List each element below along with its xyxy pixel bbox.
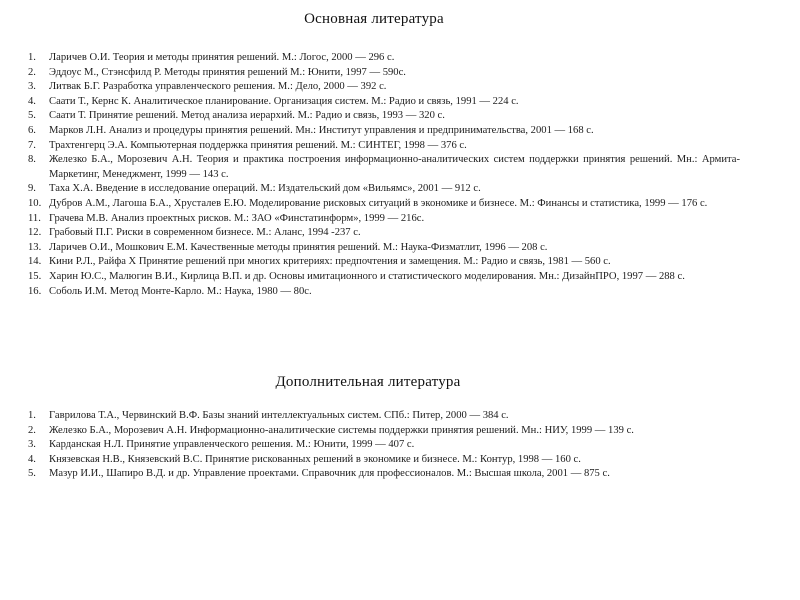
item-number: 2. [28, 424, 36, 436]
list-item [28, 80, 740, 95]
item-text: Соболь И.М. Метод Монте-Карло. М.: Наука, 1980 — 80с. [49, 285, 312, 297]
item-text: Князевская Н.В., Князевский В.С. Принятие рискованных решений в экономике и бизнесе. М.: Контур, 1998 — 160 с. [49, 453, 581, 465]
item-number: 4. [28, 453, 36, 465]
list-item [28, 212, 740, 227]
list-item [28, 197, 740, 212]
item-number: 4. [28, 95, 36, 107]
item-number: 1. [28, 52, 36, 63]
item-number: 3. [28, 439, 36, 451]
list-item [28, 285, 740, 300]
item-number: 3. [28, 81, 36, 93]
item-text: Карданская Н.Л. Принятие управленческого решения. М.: Юнити, 1999 — 407 с. [49, 439, 415, 451]
list-item [28, 438, 740, 453]
item-text: Эддоус М., Стэнсфилд Р. Методы принятия решений М.: Юнити, 1997 — 590с. [49, 66, 406, 78]
item-text: Таха Х.А. Введение в исследование операций. М.: Издательский дом «Вильямс», 2001 — 912 с. [49, 183, 481, 195]
list-item [28, 124, 740, 139]
item-number: 5. [28, 110, 36, 122]
list-item [28, 109, 740, 124]
item-text: Ларичев О.И., Мошкович Е.М. Качественные методы принятия решений. М.: Наука-Физматлит, 1996 — 208 с. [49, 241, 548, 253]
item-text: Саати Т. Принятие решений. Метод анализа иерархий. М.: Радио и связь, 1993 — 320 с. [49, 110, 445, 122]
item-text: Кини Р.Л., Райфа Х Принятие решений при многих критериях: предпочтения и замещения. М.: Радио и связь, 1981 — 560 с. [49, 256, 611, 268]
item-text: Ларичев О.И. Теория и методы принятия решений. М.: Логос, 2000 — 296 с. [49, 52, 395, 63]
item-number: 8. [28, 154, 36, 166]
list-item [28, 95, 740, 110]
item-text: Железко Б.А., Морозевич А.Н. Теория и практика построения информационно-аналитических систем поддержки принятия решений. Мн.: Армита-Маркетинг, Менеджмент, 1999 — 143 с. [49, 154, 740, 180]
item-number: 5. [28, 468, 36, 480]
list-item [28, 182, 740, 197]
list-item [28, 153, 740, 182]
item-number: 16. [28, 285, 42, 297]
item-text: Саати Т., Кернс К. Аналитическое планирование. Организация систем. М.: Радио и связь, 1991 — 224 с. [49, 95, 519, 107]
item-number: 12. [28, 227, 42, 239]
list-item [28, 241, 740, 256]
item-number: 6. [28, 124, 36, 136]
list-item [28, 409, 740, 424]
item-number: 14. [28, 256, 42, 268]
item-text: Мазур И.И., Шапиро В.Д. и др. Управление проектами. Справочник для профессионалов. М.: Высшая школа, 2001 — 875 с. [49, 468, 610, 480]
item-number: 1. [28, 410, 36, 421]
item-text: Литвак Б.Г. Разработка управленческого решения. М.: Дело, 2000 — 392 с. [49, 81, 387, 93]
additional-literature-list [28, 409, 740, 482]
list-item [28, 424, 740, 439]
item-number: 11. [28, 212, 41, 224]
list-item [28, 270, 740, 285]
additional-literature-title: Дополнительная литература [275, 374, 461, 390]
item-text: Харин Ю.С., Малюгин В.И., Кирлица В.П. и др. Основы имитационного и статистического моделирования. Мн.: ДизайнПРО, 1997 — 288 с. [49, 270, 685, 282]
list-item [28, 255, 740, 270]
main-literature-title: Основная литература [304, 11, 444, 27]
item-text: Грачева М.В. Анализ проектных рисков. М.: ЗАО «Финстатинформ», 1999 — 216с. [49, 212, 425, 224]
list-item [28, 453, 740, 468]
item-number: 15. [28, 270, 42, 282]
item-text: Марков Л.Н. Анализ и процедуры принятия решений. Мн.: Институт управления и предпринимательства, 2001 — 168 с. [49, 124, 594, 136]
item-text: Грабовый П.Г. Риски в современном бизнесе. М.: Аланс, 1994 -237 с. [49, 227, 361, 239]
item-text: Дубров А.М., Лагоша Б.А., Хрусталев Е.Ю. Моделирование рисковых ситуаций в экономике и бизнесе. М.: Финансы и статистика, 1999 — 176 с. [49, 197, 708, 209]
item-number: 2. [28, 66, 36, 78]
item-number: 13. [28, 241, 42, 253]
list-item [28, 51, 740, 66]
item-text: Трахтенгерц Э.А. Компьютерная поддержка принятия решений. М.: СИНТЕГ, 1998 — 376 с. [49, 139, 467, 151]
main-literature-list [28, 51, 740, 299]
list-item [28, 467, 740, 482]
item-text: Гаврилова Т.А., Червинский В.Ф. Базы знаний интеллектуальных систем. СПб.: Питер, 2000 — 384 с. [49, 410, 509, 421]
list-item [28, 139, 740, 154]
list-item [28, 226, 740, 241]
item-number: 10. [28, 197, 42, 209]
item-number: 9. [28, 183, 36, 195]
list-item [28, 66, 740, 81]
item-number: 7. [28, 139, 36, 151]
item-text: Железко Б.А., Морозевич А.Н. Информационно-аналитические системы поддержки принятия решений. Мн.: НИУ, 1999 — 139 с. [49, 424, 634, 436]
